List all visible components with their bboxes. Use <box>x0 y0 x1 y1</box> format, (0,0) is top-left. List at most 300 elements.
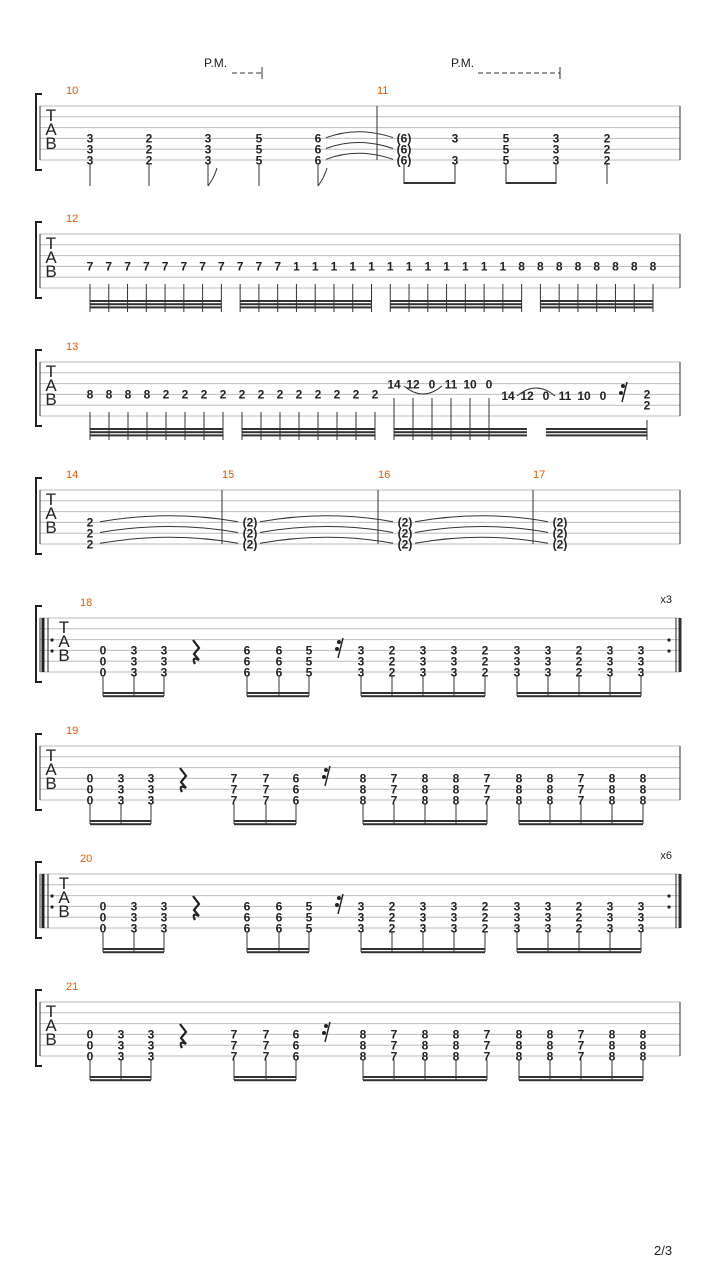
repeat-dot <box>50 649 53 652</box>
tab-clef-letter: B <box>45 390 57 409</box>
fret-number: 8 <box>452 1027 460 1042</box>
tie-arc <box>326 153 393 159</box>
fret-number: 5 <box>305 643 313 658</box>
fret-number: 6 <box>275 643 283 658</box>
fret-number: 3 <box>147 793 155 808</box>
fret-number: 6 <box>314 131 322 146</box>
fret-number: 2 <box>145 153 153 168</box>
fret-number: 3 <box>450 654 458 669</box>
system-bracket <box>36 734 42 810</box>
tie-arc <box>415 527 548 533</box>
fret-number: 2 <box>575 921 583 936</box>
fret-number: 2 <box>575 910 583 925</box>
note-beam <box>361 948 485 950</box>
tab-clef-letter: A <box>45 760 57 779</box>
fret-number: 8 <box>608 793 616 808</box>
fret-number: 6 <box>292 1049 300 1064</box>
tab-clef-letter: B <box>45 1030 57 1049</box>
fret-number: 8 <box>639 1038 647 1053</box>
fret-number: 7 <box>230 782 238 797</box>
fret-number: (2) <box>242 537 258 552</box>
fret-number: 0 <box>99 665 107 680</box>
sixteenth-rest-flag <box>621 384 625 388</box>
fret-number: 3 <box>117 1027 125 1042</box>
tab-clef-letter: T <box>45 106 57 125</box>
fret-number: 3 <box>160 921 168 936</box>
fret-number: 2 <box>575 654 583 669</box>
quarter-rest <box>180 1024 186 1048</box>
fret-number: 3 <box>147 771 155 786</box>
note-flag <box>318 168 327 186</box>
fret-number: 8 <box>608 1027 616 1042</box>
sixteenth-rest-flag <box>619 391 623 395</box>
fret-number: 6 <box>314 153 322 168</box>
fret-number: 7 <box>483 1049 491 1064</box>
fret-number: 2 <box>333 387 341 402</box>
fret-number: 8 <box>574 259 582 274</box>
tie-arc <box>260 527 393 533</box>
fret-number: 3 <box>147 782 155 797</box>
fret-number: 2 <box>388 665 396 680</box>
tie-arc <box>326 143 393 149</box>
note-beam <box>247 695 309 697</box>
fret-number: 3 <box>544 665 552 680</box>
fret-number: 3 <box>544 921 552 936</box>
fret-number: 3 <box>117 1049 125 1064</box>
fret-number: 7 <box>483 771 491 786</box>
sixteenth-rest-flag <box>337 896 341 900</box>
tab-clef-letter: A <box>45 120 57 139</box>
note-beam <box>361 951 485 953</box>
fret-number: 8 <box>515 1027 523 1042</box>
fret-number: 7 <box>390 1027 398 1042</box>
fret-number: 3 <box>419 899 427 914</box>
fret-number: 8 <box>546 782 554 797</box>
fret-number: 8 <box>518 259 525 274</box>
note-beam <box>90 823 151 825</box>
repeat-dot <box>667 905 670 908</box>
fret-number: 7 <box>390 771 398 786</box>
fret-number: (2) <box>242 526 258 541</box>
fret-number: 5 <box>502 153 510 168</box>
fret-number: 1 <box>311 259 319 274</box>
fret-number: 5 <box>502 131 510 146</box>
fret-number: 6 <box>275 910 283 925</box>
fret-number: 7 <box>577 1038 585 1053</box>
fret-number: 2 <box>257 387 265 402</box>
sixteenth-rest-flag <box>335 647 339 651</box>
fret-number: 6 <box>243 654 251 669</box>
fret-number: 2 <box>314 387 322 402</box>
tie-arc <box>100 537 238 543</box>
fret-number: 7 <box>105 259 113 274</box>
fret-number: 2 <box>575 643 583 658</box>
fret-number: 3 <box>357 654 365 669</box>
fret-number: 8 <box>515 771 523 786</box>
fret-number: 3 <box>552 131 560 146</box>
fret-number: 14 <box>387 377 401 392</box>
fret-number: 0 <box>99 910 107 925</box>
fret-number: 2 <box>352 387 360 402</box>
note-beam <box>234 823 296 825</box>
fret-number: 7 <box>390 793 398 808</box>
fret-number: 0 <box>542 389 550 404</box>
note-beam <box>390 303 521 305</box>
fret-number: (6) <box>396 153 412 168</box>
fret-number: 7 <box>142 259 150 274</box>
fret-number: 2 <box>643 398 651 413</box>
fret-number: 2 <box>603 131 611 146</box>
measure-number: 21 <box>66 981 79 993</box>
fret-number: 6 <box>275 899 283 914</box>
fret-number: 8 <box>639 771 647 786</box>
fret-number: 3 <box>204 153 212 168</box>
fret-number: 3 <box>637 643 645 658</box>
fret-number: 7 <box>124 259 131 274</box>
fret-number: 8 <box>546 771 554 786</box>
fret-number: (2) <box>552 526 568 541</box>
fret-number: 2 <box>481 921 489 936</box>
fret-number: 3 <box>419 643 427 658</box>
fret-number: 1 <box>480 259 488 274</box>
measure-number: 10 <box>66 85 79 97</box>
tie-arc <box>100 516 238 522</box>
fret-number: 7 <box>230 1027 238 1042</box>
staff-system-7 <box>36 850 680 953</box>
fret-number: 8 <box>359 1038 367 1053</box>
fret-number: 8 <box>359 771 367 786</box>
fret-number: 6 <box>243 899 251 914</box>
note-beam <box>240 300 371 302</box>
tie-arc <box>260 516 393 522</box>
repeat-dot <box>667 638 670 641</box>
note-beam <box>517 692 641 694</box>
note-beam <box>394 431 527 433</box>
fret-number: 8 <box>421 771 429 786</box>
fret-number: 8 <box>639 1049 647 1064</box>
measure-number: 16 <box>378 469 391 481</box>
tab-clef-letter: T <box>45 362 57 381</box>
note-beam <box>363 1076 487 1078</box>
fret-number: 3 <box>117 771 125 786</box>
note-beam <box>546 434 647 436</box>
fret-number: 3 <box>544 643 552 658</box>
fret-number: 5 <box>305 899 313 914</box>
fret-number: 0 <box>99 899 107 914</box>
fret-number: 2 <box>238 387 246 402</box>
system-bracket <box>36 606 42 682</box>
fret-number: 7 <box>262 1049 270 1064</box>
tab-clef-letter: T <box>45 746 57 765</box>
fret-number: 7 <box>255 259 263 274</box>
fret-number: 1 <box>349 259 357 274</box>
fret-number: 11 <box>558 389 572 404</box>
fret-number: 8 <box>546 1027 554 1042</box>
fret-number: 3 <box>637 910 645 925</box>
note-beam <box>546 428 647 430</box>
fret-number: 2 <box>481 643 489 658</box>
fret-number: 3 <box>513 665 521 680</box>
fret-number: 2 <box>575 665 583 680</box>
fret-number: 3 <box>513 921 521 936</box>
fret-number: 10 <box>463 377 477 392</box>
fret-number: 12 <box>406 377 420 392</box>
quarter-rest <box>180 768 186 792</box>
fret-number: 7 <box>262 793 270 808</box>
fret-number: 3 <box>606 910 614 925</box>
tab-clef-letter: T <box>45 1002 57 1021</box>
fret-number: 3 <box>160 654 168 669</box>
note-beam <box>247 948 309 950</box>
fret-number: 2 <box>145 131 153 146</box>
note-beam <box>90 431 223 433</box>
tab-clef-letter: B <box>58 646 70 665</box>
fret-number: 1 <box>499 259 507 274</box>
fret-number: 8 <box>639 782 647 797</box>
system-bracket <box>36 94 42 170</box>
fret-number: 5 <box>255 142 263 157</box>
repeat-dot <box>667 649 670 652</box>
fret-number: 0 <box>86 1049 94 1064</box>
fret-number: 8 <box>546 1038 554 1053</box>
tie-arc <box>415 516 548 522</box>
tab-clef-letter: B <box>58 902 70 921</box>
fret-number: 1 <box>368 259 375 274</box>
fret-number: 6 <box>292 1038 300 1053</box>
measure-number: 13 <box>66 341 79 353</box>
fret-number: 5 <box>305 654 313 669</box>
fret-number: 7 <box>390 1049 398 1064</box>
staff-system-1 <box>36 85 680 186</box>
note-beam <box>546 431 647 433</box>
fret-number: 3 <box>450 899 458 914</box>
repeat-dot <box>50 894 53 897</box>
fret-number: (2) <box>397 515 413 530</box>
fret-number: 1 <box>330 259 338 274</box>
note-beam <box>361 695 485 697</box>
fret-number: 12 <box>520 389 534 404</box>
tab-clef-letter: T <box>45 490 57 509</box>
note-beam <box>540 300 653 302</box>
measure-number: 14 <box>66 469 79 481</box>
note-beam <box>540 303 653 305</box>
fret-number: 2 <box>481 910 489 925</box>
fret-number: 3 <box>513 643 521 658</box>
fret-number: 7 <box>577 1049 585 1064</box>
fret-number: 3 <box>130 899 138 914</box>
note-beam <box>517 948 641 950</box>
fret-number: (2) <box>397 537 413 552</box>
fret-number: 3 <box>450 921 458 936</box>
fret-number: 3 <box>147 1049 155 1064</box>
tab-clef-letter: T <box>58 618 70 637</box>
note-beam <box>517 951 641 953</box>
fret-number: 3 <box>130 643 138 658</box>
fret-number: 2 <box>86 526 94 541</box>
note-beam <box>519 1076 643 1078</box>
sixteenth-rest-flag <box>322 775 326 779</box>
staff-system-5 <box>36 594 680 697</box>
palm-mute-label-1: P.M. <box>204 56 228 70</box>
fret-number: 3 <box>451 131 459 146</box>
tab-clef-letter: B <box>45 774 57 793</box>
fret-number: 2 <box>388 899 396 914</box>
fret-number: 3 <box>450 665 458 680</box>
fret-number: 2 <box>643 387 651 402</box>
fret-number: 3 <box>544 910 552 925</box>
fret-number: 3 <box>606 921 614 936</box>
note-beam <box>517 695 641 697</box>
note-beam <box>90 303 221 305</box>
fret-number: 3 <box>552 142 560 157</box>
fret-number: 5 <box>305 921 313 936</box>
note-beam <box>242 434 375 436</box>
tab-clef-letter: A <box>58 888 70 907</box>
note-beam <box>519 1079 643 1081</box>
fret-number: 8 <box>608 1049 616 1064</box>
fret-number: (2) <box>552 515 568 530</box>
note-beam <box>242 431 375 433</box>
fret-number: 2 <box>481 654 489 669</box>
system-bracket <box>36 350 42 426</box>
note-beam <box>363 1079 487 1081</box>
tab-clef-letter: A <box>45 376 57 395</box>
note-beam <box>404 182 455 184</box>
fret-number: 7 <box>230 771 238 786</box>
fret-number: 0 <box>428 377 436 392</box>
fret-number: 11 <box>444 377 458 392</box>
fret-number: 2 <box>603 142 611 157</box>
fret-number: 2 <box>388 643 396 658</box>
fret-number: 5 <box>305 910 313 925</box>
note-beam <box>90 820 151 822</box>
fret-number: 3 <box>637 665 645 680</box>
fret-number: (2) <box>552 537 568 552</box>
repeat-dot <box>667 894 670 897</box>
fret-number: 8 <box>608 1038 616 1053</box>
tie-arc <box>100 527 238 533</box>
measure-number: 18 <box>80 597 93 609</box>
fret-number: 0 <box>99 654 107 669</box>
fret-number: 6 <box>292 793 300 808</box>
repeat-dot <box>50 905 53 908</box>
fret-number: 3 <box>419 921 427 936</box>
fret-number: 2 <box>86 515 94 530</box>
fret-number: 3 <box>552 153 560 168</box>
fret-number: 3 <box>130 910 138 925</box>
fret-number: 3 <box>117 793 125 808</box>
tab-clef-letter: A <box>45 504 57 523</box>
fret-number: 7 <box>262 782 270 797</box>
note-beam <box>103 951 164 953</box>
fret-number: 7 <box>86 259 94 274</box>
staff-system-2 <box>36 213 680 312</box>
fret-number: 3 <box>450 910 458 925</box>
fret-number: 7 <box>390 782 398 797</box>
note-beam <box>361 692 485 694</box>
fret-number: 2 <box>162 387 170 402</box>
fret-number: 3 <box>160 899 168 914</box>
fret-number: 8 <box>452 771 460 786</box>
fret-number: 3 <box>513 654 521 669</box>
fret-number: 0 <box>86 1038 94 1053</box>
note-beam <box>234 820 296 822</box>
fret-number: 3 <box>357 910 365 925</box>
fret-number: 6 <box>243 665 251 680</box>
system-bracket <box>36 478 42 554</box>
fret-number: 14 <box>501 389 515 404</box>
fret-number: 8 <box>593 259 601 274</box>
fret-number: 1 <box>386 259 394 274</box>
note-beam <box>390 306 521 308</box>
fret-number: 3 <box>606 654 614 669</box>
fret-number: 7 <box>262 1027 270 1042</box>
fret-number: 3 <box>637 899 645 914</box>
fret-number: 8 <box>452 782 460 797</box>
fret-number: 8 <box>555 259 563 274</box>
fret-number: 3 <box>513 910 521 925</box>
fret-number: 1 <box>424 259 432 274</box>
fret-number: 2 <box>388 654 396 669</box>
fret-number: 3 <box>637 921 645 936</box>
fret-number: 0 <box>599 389 607 404</box>
fret-number: 3 <box>204 131 212 146</box>
fret-number: 6 <box>275 654 283 669</box>
tab-clef-letter: B <box>45 518 57 537</box>
quarter-rest <box>193 640 199 664</box>
fret-number: 3 <box>419 665 427 680</box>
fret-number: 0 <box>86 793 94 808</box>
fret-number: 6 <box>275 921 283 936</box>
fret-number: 8 <box>421 782 429 797</box>
fret-number: 8 <box>359 1027 367 1042</box>
tab-clef-letter: B <box>45 134 57 153</box>
fret-number: 3 <box>86 142 94 157</box>
note-beam <box>240 306 371 308</box>
fret-number: 7 <box>577 771 585 786</box>
fret-number: 8 <box>452 793 460 808</box>
fret-number: 2 <box>575 899 583 914</box>
fret-number: 0 <box>86 1027 94 1042</box>
fret-number: 7 <box>230 1049 238 1064</box>
fret-number: 7 <box>161 259 169 274</box>
note-beam <box>519 820 643 822</box>
fret-number: 8 <box>452 1049 460 1064</box>
note-beam <box>247 951 309 953</box>
fret-number: 3 <box>357 643 365 658</box>
palm-mute-label-2: P.M. <box>451 56 475 70</box>
tab-clef-letter: T <box>58 874 70 893</box>
fret-number: 2 <box>276 387 284 402</box>
fret-number: 1 <box>293 259 300 274</box>
tab-clef-letter: A <box>45 1016 57 1035</box>
fret-number: 3 <box>147 1027 155 1042</box>
note-beam <box>240 303 371 305</box>
measure-number: 20 <box>80 853 93 865</box>
note-beam <box>234 1076 296 1078</box>
note-beam <box>394 428 527 430</box>
fret-number: 7 <box>236 259 244 274</box>
tie-arc <box>260 537 393 543</box>
fret-number: 3 <box>130 654 138 669</box>
fret-number: 3 <box>357 921 365 936</box>
note-beam <box>90 306 221 308</box>
fret-number: 8 <box>608 771 616 786</box>
system-bracket <box>36 990 42 1066</box>
fret-number: 8 <box>649 259 657 274</box>
fret-number: 8 <box>612 259 619 274</box>
fret-number: 7 <box>262 1038 270 1053</box>
